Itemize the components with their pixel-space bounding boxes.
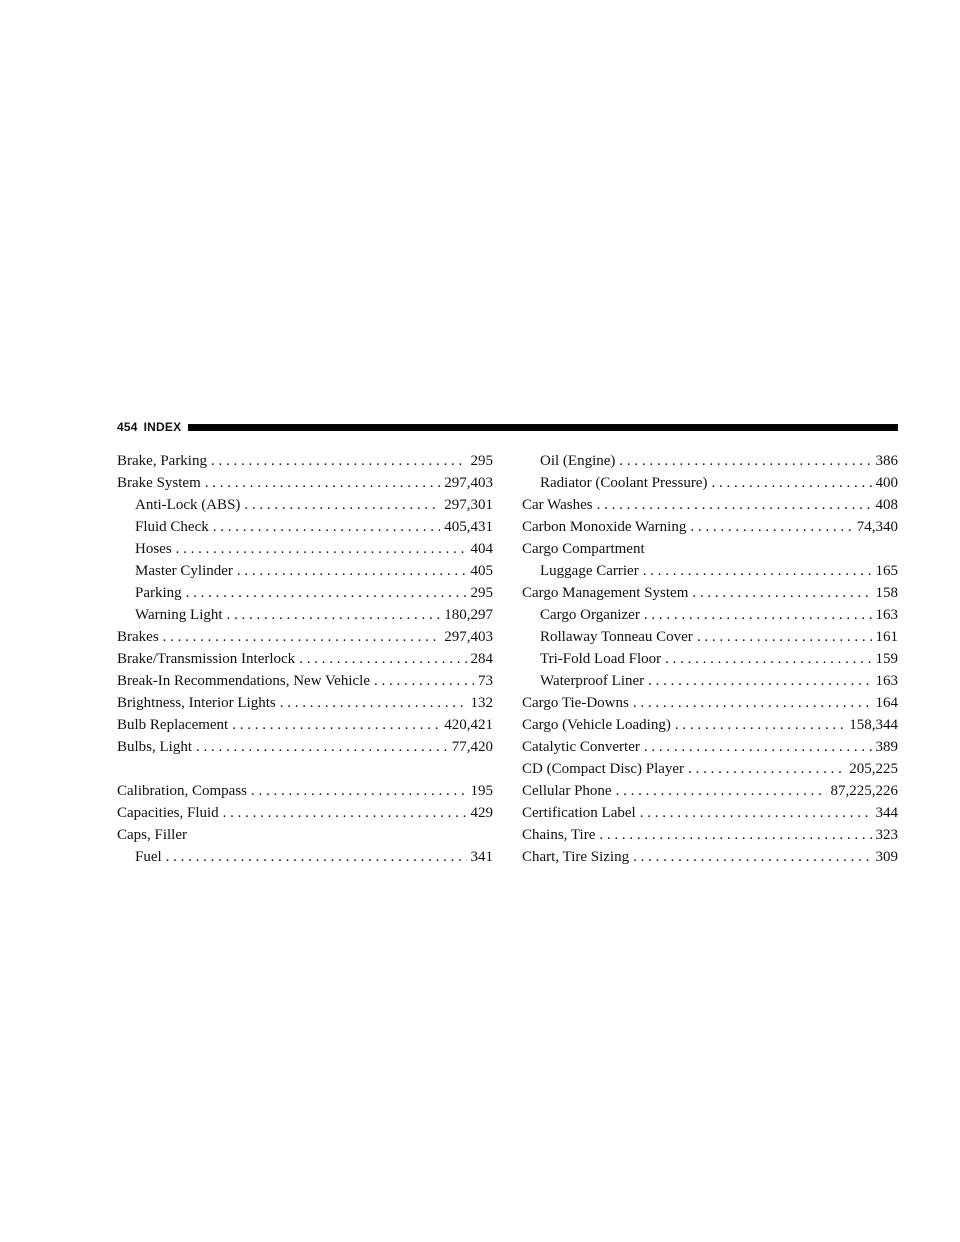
index-entry-label: Cellular Phone bbox=[522, 783, 612, 799]
index-entry-page: 420,421 bbox=[444, 717, 493, 733]
index-entry-label: Cargo (Vehicle Loading) bbox=[522, 717, 671, 733]
index-subentry bbox=[522, 450, 898, 472]
index-entry bbox=[522, 758, 898, 780]
index-entry-label: Bulb Replacement bbox=[117, 717, 229, 733]
index-entry bbox=[522, 714, 898, 736]
index-entry-label: Parking bbox=[135, 585, 182, 601]
index-entry-label: Master Cylinder bbox=[135, 563, 233, 579]
index-entry-label: Fuel bbox=[135, 849, 162, 865]
index-entry-page: 297,301 bbox=[444, 497, 493, 513]
index-entry-page: 389 bbox=[875, 739, 898, 755]
index-entry bbox=[117, 472, 493, 494]
index-entry-page: 205,225 bbox=[849, 761, 898, 777]
index-entry bbox=[117, 714, 493, 736]
index-entry bbox=[117, 824, 493, 846]
index-entry-label: Car Washes bbox=[522, 497, 593, 513]
index-subentry bbox=[117, 560, 493, 582]
index-subentry bbox=[117, 582, 493, 604]
index-entry-page: 344 bbox=[875, 805, 898, 821]
index-subentry bbox=[522, 560, 898, 582]
index-column-right bbox=[522, 450, 898, 868]
index-entry-page: 404 bbox=[470, 541, 493, 557]
index-entry bbox=[522, 802, 898, 824]
index-entry-label: Hoses bbox=[135, 541, 172, 557]
index-subentry bbox=[117, 516, 493, 538]
index-subentry bbox=[522, 626, 898, 648]
index-entry bbox=[117, 450, 493, 472]
dot-leader bbox=[644, 604, 872, 626]
index-entry bbox=[522, 516, 898, 538]
index-entry-label: Capacities, Fluid bbox=[117, 805, 219, 821]
index-entry-label: Cargo Tie-Downs bbox=[522, 695, 629, 711]
dot-leader bbox=[299, 648, 466, 670]
index-entry-page: 159 bbox=[875, 651, 898, 667]
dot-leader bbox=[597, 494, 872, 516]
index-entry-page: 309 bbox=[875, 849, 898, 865]
dot-leader bbox=[644, 736, 872, 758]
index-entry-page: 161 bbox=[875, 629, 898, 645]
index-entry-label: Certification Label bbox=[522, 805, 636, 821]
index-subentry bbox=[117, 494, 493, 516]
dot-leader bbox=[176, 538, 467, 560]
dot-leader bbox=[244, 494, 440, 516]
dot-leader bbox=[711, 472, 871, 494]
dot-leader bbox=[166, 846, 467, 868]
index-entry-label: CD (Compact Disc) Player bbox=[522, 761, 685, 777]
index-entry-label: Anti-Lock (ABS) bbox=[135, 497, 241, 513]
index-entry-label: Waterproof Liner bbox=[540, 673, 645, 689]
index-entry-page: 408 bbox=[875, 497, 898, 513]
index-entry-label: Cargo Management System bbox=[522, 585, 689, 601]
index-subentry bbox=[522, 648, 898, 670]
dot-leader bbox=[633, 692, 872, 714]
index-subentry bbox=[117, 604, 493, 626]
dot-leader bbox=[163, 626, 441, 648]
dot-leader bbox=[633, 846, 871, 868]
page-header bbox=[117, 418, 898, 436]
dot-leader bbox=[692, 582, 871, 604]
index-entry bbox=[522, 582, 898, 604]
index-entry-label: Rollaway Tonneau Cover bbox=[540, 629, 693, 645]
index-entry-page: 74,340 bbox=[856, 519, 898, 535]
index-entry-label: Brake System bbox=[117, 475, 201, 491]
index-entry bbox=[522, 846, 898, 868]
index-entry-label: Warning Light bbox=[135, 607, 223, 623]
index-entry-page: 295 bbox=[470, 453, 493, 469]
index-entry bbox=[117, 802, 493, 824]
index-entry-page: 165 bbox=[875, 563, 898, 579]
index-entry bbox=[522, 780, 898, 802]
dot-leader bbox=[688, 758, 845, 780]
index-entry-page: 297,403 bbox=[444, 475, 493, 491]
index-entry-label: Cargo Organizer bbox=[540, 607, 640, 623]
dot-leader bbox=[196, 736, 448, 758]
dot-leader bbox=[665, 648, 871, 670]
index-entry-page: 429 bbox=[470, 805, 493, 821]
dot-leader bbox=[619, 450, 871, 472]
index-entry-page: 195 bbox=[470, 783, 493, 799]
dot-leader bbox=[211, 450, 467, 472]
index-entry bbox=[117, 736, 493, 758]
index-entry-label: Brake/Transmission Interlock bbox=[117, 651, 296, 667]
dot-leader bbox=[251, 780, 467, 802]
index-entry-page: 158 bbox=[875, 585, 898, 601]
index-entry-page: 341 bbox=[470, 849, 493, 865]
dot-leader bbox=[232, 714, 440, 736]
index-entry bbox=[117, 670, 493, 692]
section-title: INDEX bbox=[143, 420, 182, 434]
header-rule bbox=[188, 424, 898, 431]
index-entry-page: 73 bbox=[478, 673, 493, 689]
index-entry-label: Luggage Carrier bbox=[540, 563, 639, 579]
index-entry-label: Break-In Recommendations, New Vehicle bbox=[117, 673, 370, 689]
index-entry-page: 295 bbox=[470, 585, 493, 601]
dot-leader bbox=[280, 692, 467, 714]
index-entry bbox=[117, 780, 493, 802]
index-entry-label: Chains, Tire bbox=[522, 827, 596, 843]
index-entry-label: Radiator (Coolant Pressure) bbox=[540, 475, 708, 491]
index-entry-page: 164 bbox=[875, 695, 898, 711]
index-subentry bbox=[117, 846, 493, 868]
index-entry-page: 323 bbox=[875, 827, 898, 843]
dot-leader bbox=[237, 560, 467, 582]
index-entry-page: 87,225,226 bbox=[830, 783, 898, 799]
index-entry-label: Brakes bbox=[117, 629, 159, 645]
index-entry-page: 405 bbox=[470, 563, 493, 579]
dot-leader bbox=[616, 780, 827, 802]
dot-leader bbox=[213, 516, 441, 538]
index-entry bbox=[522, 736, 898, 758]
index-entry bbox=[522, 494, 898, 516]
dot-leader bbox=[374, 670, 474, 692]
dot-leader bbox=[643, 560, 872, 582]
index-entry-page: 386 bbox=[875, 453, 898, 469]
dot-leader bbox=[640, 802, 872, 824]
index-entry-label: Calibration, Compass bbox=[117, 783, 247, 799]
index-entry-page: 77,420 bbox=[451, 739, 493, 755]
index-entry-label: Tri-Fold Load Floor bbox=[540, 651, 662, 667]
index-entry-page: 132 bbox=[470, 695, 493, 711]
index-entry bbox=[522, 692, 898, 714]
dot-leader bbox=[223, 802, 467, 824]
index-entry bbox=[522, 538, 898, 560]
index-column-left bbox=[117, 450, 493, 868]
dot-leader bbox=[186, 582, 467, 604]
index-entry-page: 180,297 bbox=[444, 607, 493, 623]
dot-leader bbox=[675, 714, 845, 736]
index-entry-page: 284 bbox=[470, 651, 493, 667]
index-entry-label: Chart, Tire Sizing bbox=[522, 849, 630, 865]
index-entry-label: Catalytic Converter bbox=[522, 739, 640, 755]
index-entry bbox=[522, 824, 898, 846]
index-entry-page: 158,344 bbox=[849, 717, 898, 733]
index-entry-label: Fluid Check bbox=[135, 519, 209, 535]
index-entry-page: 297,403 bbox=[444, 629, 493, 645]
index-entry-page: 163 bbox=[875, 607, 898, 623]
page-number: 454 bbox=[117, 420, 138, 434]
dot-leader bbox=[697, 626, 872, 648]
index-entry-label: Bulbs, Light bbox=[117, 739, 193, 755]
index-subentry bbox=[117, 538, 493, 560]
dot-leader bbox=[227, 604, 441, 626]
index-entry-label: Brake, Parking bbox=[117, 453, 207, 469]
index-entry-label: Caps, Filler bbox=[117, 827, 187, 843]
index-spacer bbox=[117, 758, 493, 780]
index-subentry bbox=[522, 670, 898, 692]
index-entry-label: Brightness, Interior Lights bbox=[117, 695, 276, 711]
dot-leader bbox=[599, 824, 871, 846]
dot-leader bbox=[690, 516, 852, 538]
index-entry bbox=[117, 648, 493, 670]
index-entry-page: 400 bbox=[875, 475, 898, 491]
index-subentry bbox=[522, 472, 898, 494]
index-subentry bbox=[522, 604, 898, 626]
index-entry-label: Oil (Engine) bbox=[540, 453, 616, 469]
index-entry bbox=[117, 626, 493, 648]
dot-leader bbox=[205, 472, 441, 494]
index-entry-page: 163 bbox=[875, 673, 898, 689]
index-entry-page: 405,431 bbox=[444, 519, 493, 535]
index-entry-label: Cargo Compartment bbox=[522, 541, 645, 557]
dot-leader bbox=[648, 670, 871, 692]
index-entry-label: Carbon Monoxide Warning bbox=[522, 519, 687, 535]
index-entry bbox=[117, 692, 493, 714]
